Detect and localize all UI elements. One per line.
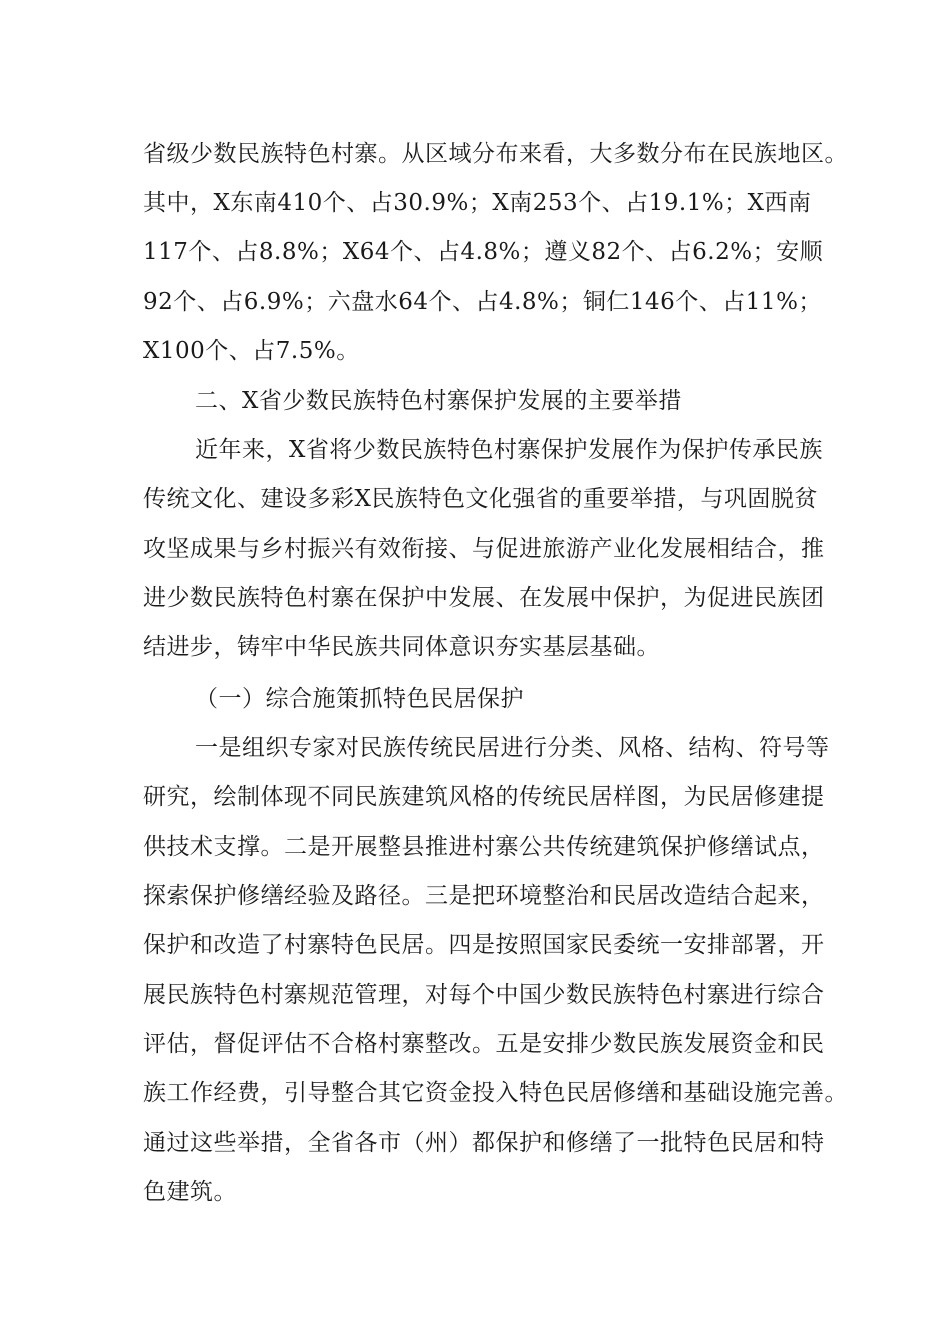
paragraph-line: 进少数民族特色村寨在保护中发展、在发展中保护，为促进民族团	[143, 585, 825, 611]
paragraph-line: 展民族特色村寨规范管理，对每个中国少数民族特色村寨进行综合	[143, 982, 825, 1008]
paragraph-line: 近年来，X省将少数民族特色村寨保护发展作为保护传承民族	[195, 437, 823, 463]
subsection-heading: （一）综合施策抓特色民居保护	[195, 686, 524, 712]
paragraph-line: 攻坚成果与乡村振兴有效衔接、与促进旅游产业化发展相结合，推	[143, 536, 825, 562]
paragraph-line: 117个、占8.8%；X64个、占4.8%；遵义82个、占6.2%；安顺	[143, 239, 824, 265]
paragraph-line: 评估，督促评估不合格村寨整改。五是安排少数民族发展资金和民	[143, 1031, 825, 1057]
paragraph-line: 探索保护修缮经验及路径。三是把环境整治和民居改造结合起来，	[143, 883, 825, 909]
paragraph-line: 保护和改造了村寨特色民居。四是按照国家民委统一安排部署，开	[143, 932, 825, 958]
paragraph-line: 族工作经费，引导整合其它资金投入特色民居修缮和基础设施完善。	[143, 1080, 848, 1106]
paragraph-line: X100个、占7.5%。	[143, 338, 360, 364]
paragraph-line: 一是组织专家对民族传统民居进行分类、风格、结构、符号等	[195, 735, 830, 761]
paragraph-line: 色建筑。	[143, 1179, 237, 1205]
paragraph-line: 92个、占6.9%；六盘水64个、占4.8%；铜仁146个、占11%；	[143, 289, 822, 315]
paragraph-line: 省级少数民族特色村寨。从区域分布来看，大多数分布在民族地区。	[143, 141, 848, 167]
paragraph-line: 传统文化、建设多彩X民族特色文化强省的重要举措，与巩固脱贫	[143, 486, 818, 512]
paragraph-line: 结进步，铸牢中华民族共同体意识夯实基层基础。	[143, 634, 660, 660]
paragraph-line: 通过这些举措，全省各市（州）都保护和修缮了一批特色民居和特	[143, 1130, 825, 1156]
section-heading: 二、X省少数民族特色村寨保护发展的主要举措	[195, 388, 682, 414]
paragraph-line: 其中，X东南410个、占30.9%；X南253个、占19.1%；X西南	[143, 190, 812, 216]
paragraph-line: 研究，绘制体现不同民族建筑风格的传统民居样图，为民居修建提	[143, 784, 825, 810]
paragraph-line: 供技术支撑。二是开展整县推进村寨公共传统建筑保护修缮试点，	[143, 834, 825, 860]
